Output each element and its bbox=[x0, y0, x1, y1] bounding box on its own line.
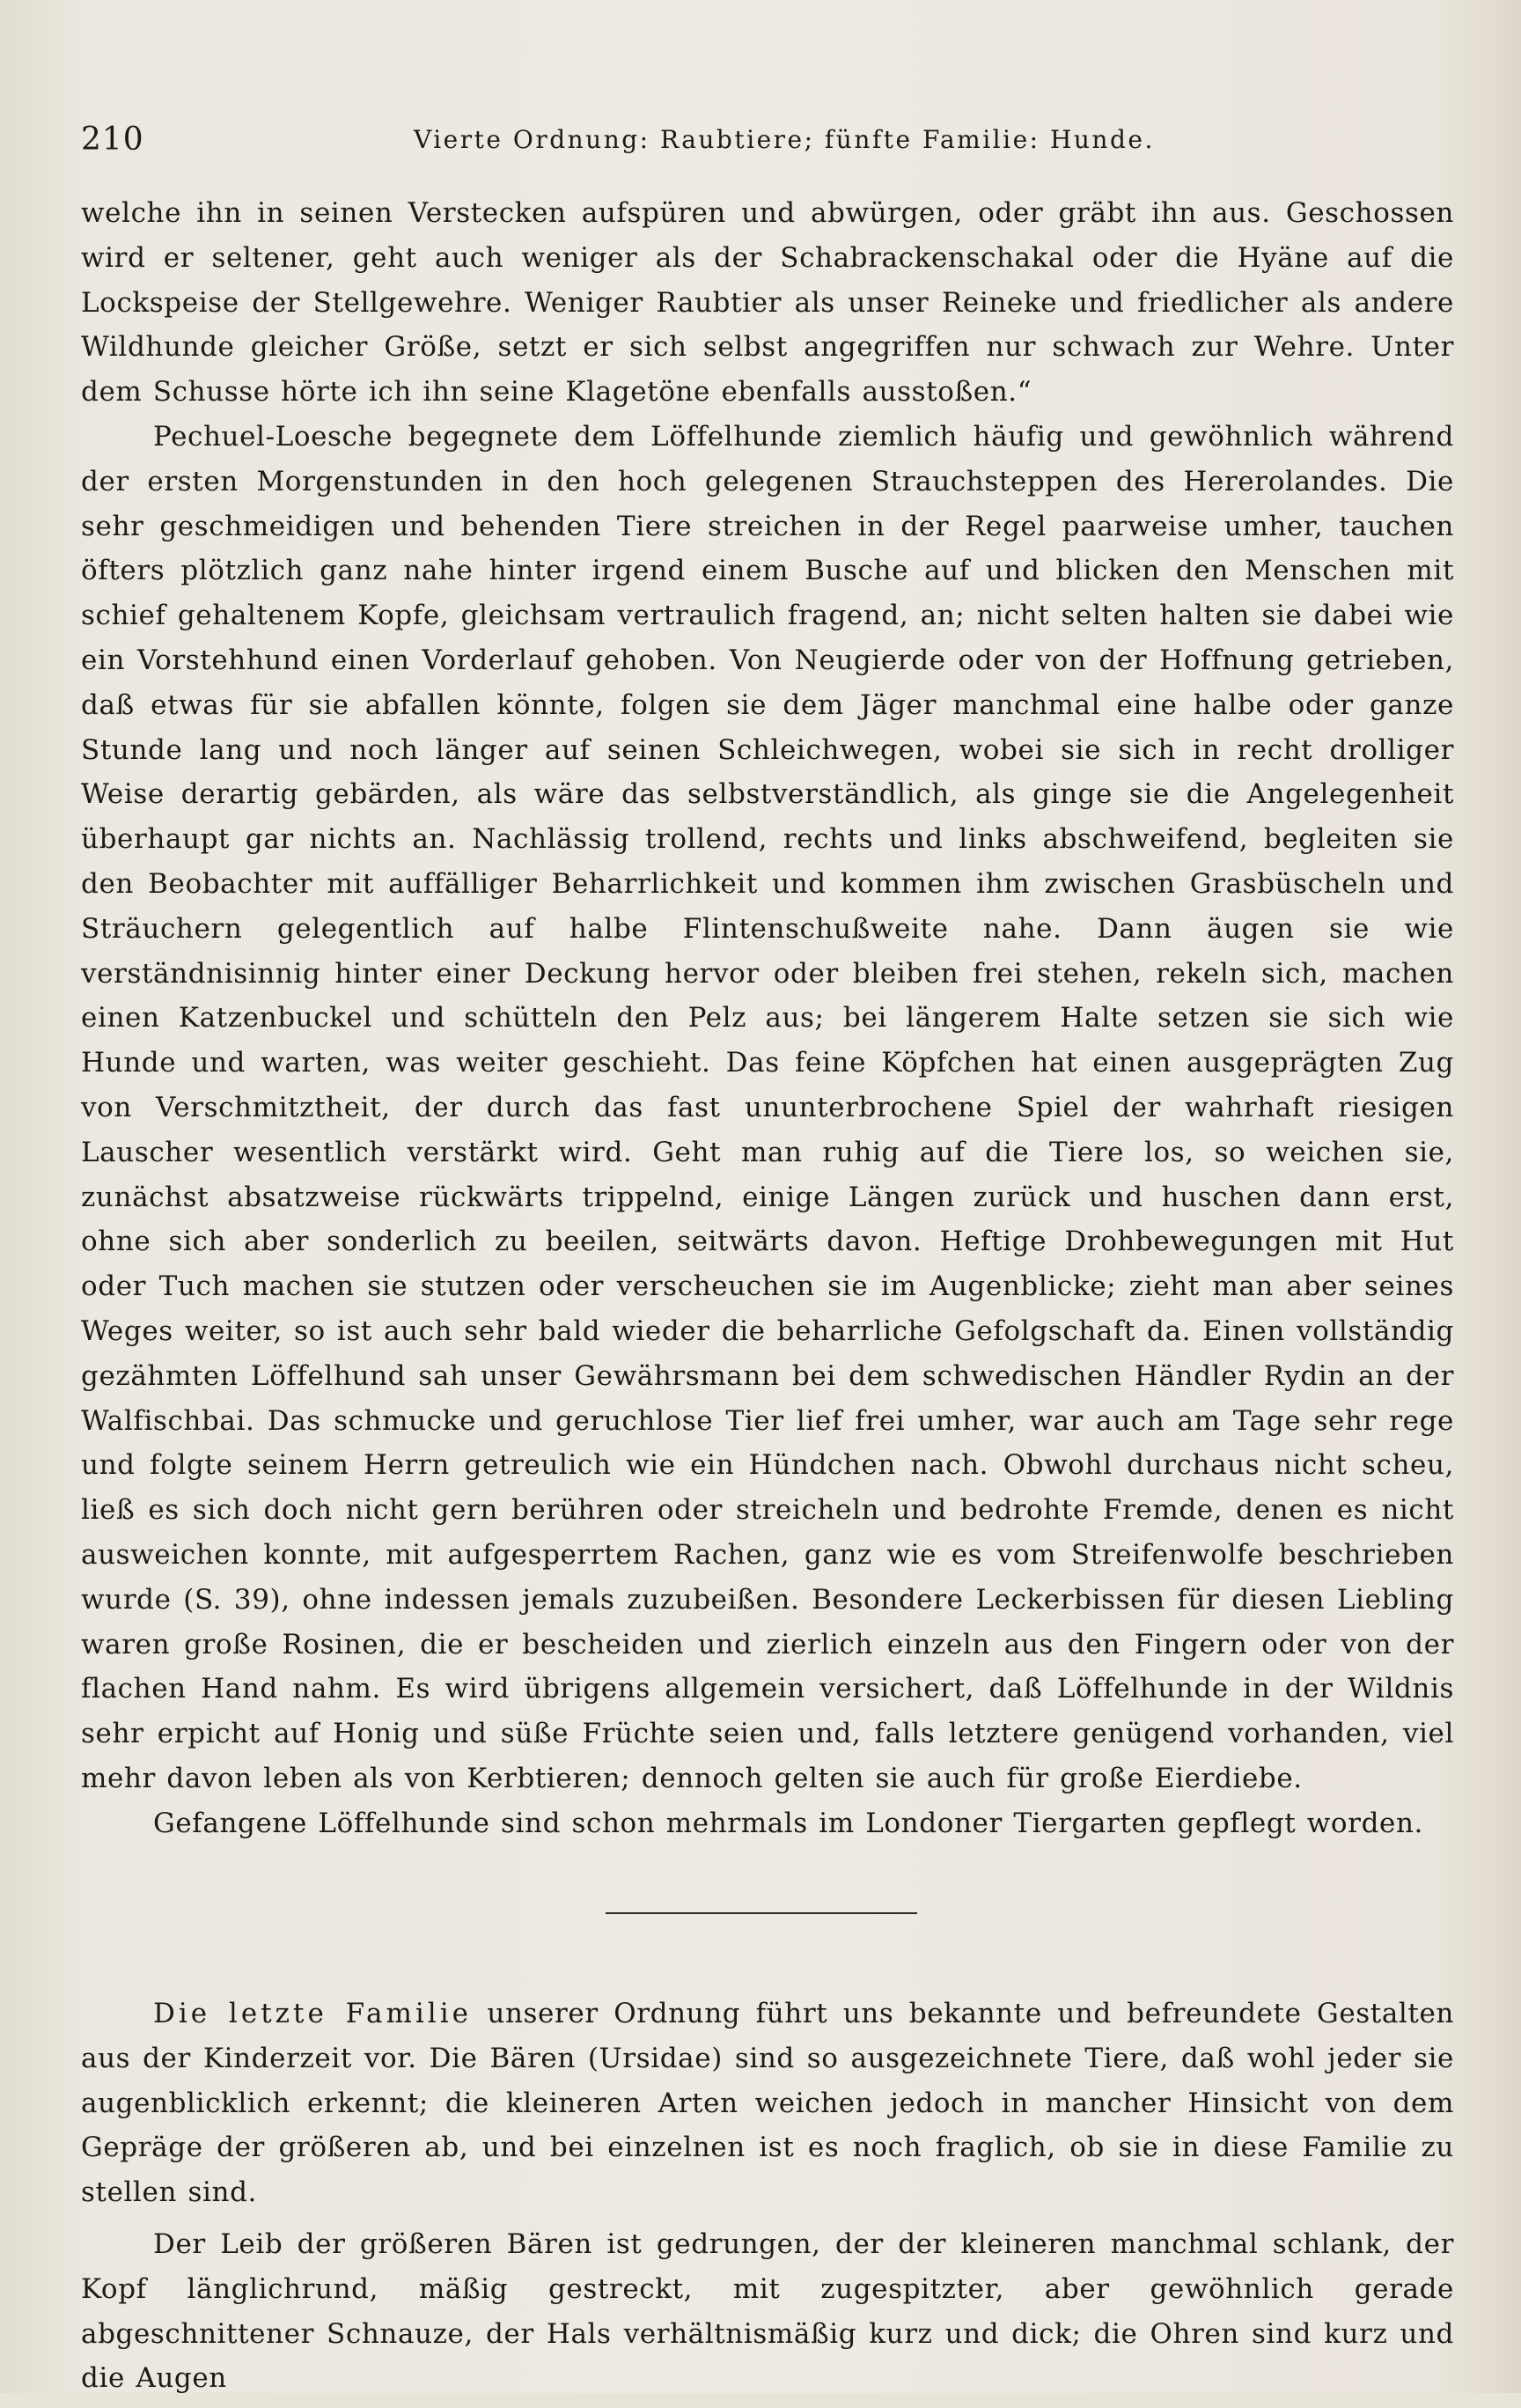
paragraph-baeren-intro-text: unserer Ordnung führt uns bekannte und befreundete Gestalten aus der Kinderzeit vor. Die Bären (Ursidae) sind so ausgezeichnete Tiere, daß wohl jeder sie augenblicklich erkennt; die kleineren Arten weichen jedoch in mancher Hinsicht von dem Gepräge der größeren ab, und bei einzelnen ist es noch fraglich, ob sie in diese Familie zu stellen sind. bbox=[81, 1998, 1454, 2209]
paragraph-captivity: Gefangene Löffelhunde sind schon mehrmals im Londoner Tiergarten gepflegt worden. bbox=[153, 1807, 1424, 1839]
paragraph-pechuel-loesche: Pechuel-Loesche begegnete dem Löffelhunde ziemlich häufig und gewöhnlich während der ersten Morgenstunden in den hoch gelegenen Strauchsteppen des Hererolandes. Die sehr geschmeidigen und behenden Tiere streichen in der Regel paarweise umher, tauchen öfters plötzlich ganz nahe hinter irgend einem Busche auf und blicken den Menschen mit schief gehaltenem Kopfe, gleichsam vertraulich fragend, an; nicht selten halten sie dabei wie ein Vorstehhund einen Vorderlauf gehoben. Von Neugierde oder von der Hoffnung getrieben, daß etwas für sie abfallen könnte, folgen sie dem Jäger manchmal eine halbe oder ganze Stunde lang und noch länger auf seinen Schleichwegen, wobei sie sich in recht drolliger Weise derartig gebärden, als wäre das selbstverständlich, als ginge sie die Angelegenheit überhaupt gar nichts an. Nachlässig trollend, rechts und links abschweifend, begleiten sie den Beobachter mit auffälliger Beharrlichkeit und kommen ihm zwischen Grasbüscheln und Sträuchern gelegentlich auf halbe Flintenschußweite nahe. Dann äugen sie wie verständnisinnig hinter einer Deckung hervor oder bleiben frei stehen, rekeln sich, machen einen Katzenbuckel und schütteln den Pelz aus; bei längerem Halte setzen sie sich wie Hunde und warten, was weiter geschieht. Das feine Köpfchen hat einen ausgeprägten Zug von Verschmitztheit, der durch das fast ununterbrochene Spiel der wahrhaft riesigen Lauscher wesentlich verstärkt wird. Geht man ruhig auf die Tiere los, so weichen sie, zunächst absatzweise rückwärts trippelnd, einige Längen zurück und huschen dann erst, ohne sich aber sonderlich zu beeilen, seitwärts davon. Heftige Drohbewegungen mit Hut oder Tuch machen sie stutzen oder verscheuchen sie im Augenblicke; zieht man aber seines Weges weiter, so ist auch sehr bald wieder die beharrliche Gefolgschaft da. Einen vollständig gezähmten Löffelhund sah unser Gewährsmann bei dem schwedischen Händler Rydin an der Walfischbai. Das schmucke und geruchlose Tier lief frei umher, war auch am Tage sehr rege und folgte seinem Herrn getreulich wie ein Hündchen nach. Obwohl durchaus nicht scheu, ließ es sich doch nicht gern berühren oder streicheln und bedrohte Fremde, denen es nicht ausweichen konnte, mit aufgesperrtem Rachen, ganz wie es vom Streifenwolfe beschrieben wurde (S. 39), ohne indessen jemals zuzubeißen. Besondere Leckerbissen für diesen Liebling waren große Rosinen, die er bescheiden und zierlich einzeln aus den Fingern oder von der flachen Hand nahm. Es wird übrigens allgemein versichert, daß Löffelhunde in der Wildnis sehr erpicht auf Honig und süße Früchte seien und, falls letztere genügend vorhanden, viel mehr davon leben als von Kerbtieren; dennoch gelten sie auch für große Eierdiebe. bbox=[81, 420, 1454, 1794]
section-divider bbox=[606, 1912, 917, 1914]
paragraph-baeren-intro bbox=[81, 1992, 1454, 2215]
main-text-block bbox=[81, 191, 1454, 1845]
spaced-lead: Die letzte Familie bbox=[153, 1998, 472, 2029]
paragraph-baeren-body: Der Leib der größeren Bären ist gedrungen, der der kleineren manchmal schlank, der Kopf länglichrund, mäßig gestreckt, mit zugespitzter, aber gewöhnlich gerade abgeschnittener Schnauze, der Hals verhältnismäßig kurz und dick; die Ohren sind kurz und die Augen bbox=[81, 2228, 1454, 2395]
running-title: Vierte Ordnung: Raubtiere; fünfte Familie: Hunde. bbox=[414, 125, 1155, 154]
page-number: 210 bbox=[81, 122, 144, 158]
page-header bbox=[81, 122, 1451, 166]
paragraph-continuation: welche ihn in seinen Verstecken aufspüren und abwürgen, oder gräbt ihn aus. Geschossen wird er seltener, geht auch weniger als der Schabrackenschakal oder die Hyäne auf die Lockspeise der Stellgewehre. Weniger Raubtier als unser Reineke und friedlicher als andere Wildhunde gleicher Größe, setzt er sich selbst angegriffen nur schwach zur Wehre. Unter dem Schusse hörte ich ihn seine Klagetöne ebenfalls ausstoßen.“ bbox=[81, 197, 1454, 409]
section-baeren bbox=[81, 1992, 1454, 2408]
